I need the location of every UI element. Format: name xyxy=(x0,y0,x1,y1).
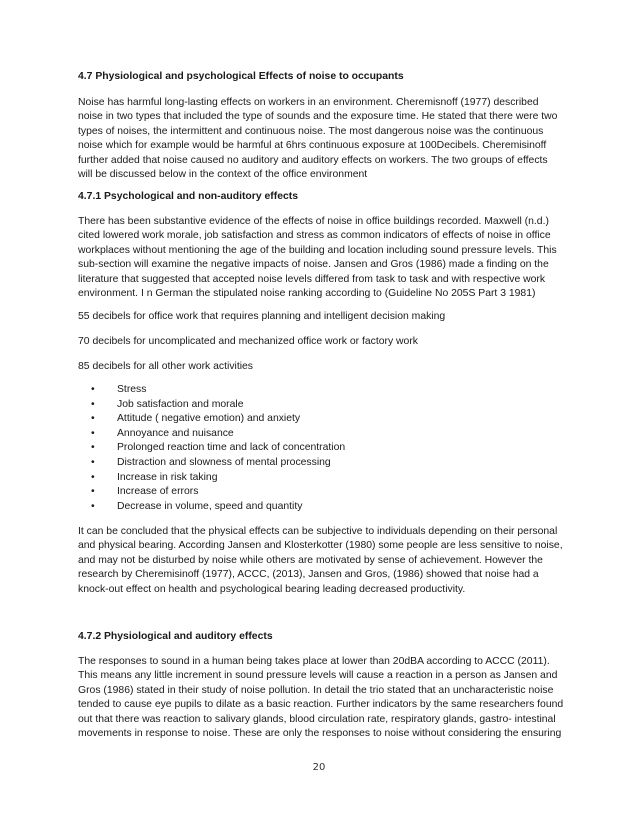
list-item-text: Annoyance and nuisance xyxy=(117,427,234,439)
noise-level-85: 85 decibels for all other work activities xyxy=(78,361,253,372)
bullet-icon: • xyxy=(91,427,95,439)
list-item-text: Increase in risk taking xyxy=(117,471,218,483)
bullet-icon: • xyxy=(91,486,95,498)
page-number: 20 xyxy=(312,762,326,773)
list-item xyxy=(78,412,345,427)
section-4-7-1-paragraph: There has been substantive evidence of the effects of noise in office buildings recorded. Maxwell (n.d.) cited lowered work morale, job satisfaction and stress as common indicators of effects of noise in office workplaces without mentioning the age of the building and location including sound pressure levels. This sub-section will examine the negative impacts of noise. Jansen and Gros (1986) made a finding on the literature that suggested that accepted noise levels differed from task to task and with respective work environment. I n German the stipulated noise ranking according to (Guideline No 205S Part 3 1981) xyxy=(78,216,557,300)
list-item xyxy=(78,427,345,442)
section-4-7-2-paragraph: The responses to sound in a human being takes place at lower than 20dBA according to ACCC (2011). This means any little increment in sound pressure levels will cause a reaction in a person as Jansen and Gros (1986) stated in their study of noise pollution. In detail the trio stated that an uncharacteristic noise tended to cause eye pupils to dilate as a basic reaction. Further indicators by the same researchers found out that there was reaction to salivary glands, blood circulation rate, respiratory glands, gastro- intestinal movements in response to noise. These are only the responses to noise without considering the ensuring xyxy=(78,656,564,740)
bullet-icon: • xyxy=(91,500,95,512)
list-item-text: Prolonged reaction time and lack of concentration xyxy=(117,442,346,454)
noise-level-70: 70 decibels for uncomplicated and mechanized office work or factory work xyxy=(78,336,418,347)
list-item-text: Job satisfaction and morale xyxy=(117,398,244,410)
list-item-text: Increase of errors xyxy=(117,486,199,498)
list-item-text: Stress xyxy=(117,384,147,395)
list-item xyxy=(78,500,345,515)
bullet-icon: • xyxy=(91,384,95,395)
effects-bullet-list xyxy=(78,383,345,514)
list-item xyxy=(78,398,345,413)
section-heading-4-7: 4.7 Physiological and psychological Effects of noise to occupants xyxy=(78,71,404,82)
bullet-icon: • xyxy=(91,398,95,410)
section-heading-4-7-2: 4.7.2 Physiological and auditory effects xyxy=(78,631,273,642)
list-item-text: Attitude ( negative emotion) and anxiety xyxy=(117,413,301,425)
list-item xyxy=(78,383,345,398)
list-item xyxy=(78,485,345,500)
list-item-text: Decrease in volume, speed and quantity xyxy=(117,500,303,512)
list-item xyxy=(78,441,345,456)
list-item xyxy=(78,456,345,471)
section-4-7-1-conclusion: It can be concluded that the physical effects can be subjective to individuals depending on their personal and physical bearing. According Jansen and Klosterkotter (1980) some people are less sensitive to noise, and may not be disturbed by noise while others are motivated by sense of achievement. However the research by Cheremisinoff (1977), ACCC, (2013), Jansen and Gros, (1986) showed that noise had a knock-out effect on health and psychological bearing leading decreased productivity. xyxy=(78,526,563,595)
bullet-icon: • xyxy=(91,471,95,483)
noise-level-55: 55 decibels for office work that requires planning and intelligent decision making xyxy=(78,311,446,322)
list-item xyxy=(78,471,345,486)
section-4-7-paragraph: Noise has harmful long-lasting effects on workers in an environment. Cheremisnoff (1977) described noise in two types that included the type of sounds and the exposure time. He stated that there were two types of noises, the intermittent and continuous noise. The most dangerous noise was the continuous noise which for example would be harmful at 6hrs continuous exposure at 100Decibels. Cheremisinoff further added that noise caused no auditory and auditory effects on workers. The two groups of effects will be discussed below in the context of the office environment xyxy=(78,97,558,181)
bullet-icon: • xyxy=(91,456,95,468)
bullet-icon: • xyxy=(91,413,95,425)
section-heading-4-7-1: 4.7.1 Psychological and non-auditory effects xyxy=(78,191,298,202)
bullet-icon: • xyxy=(91,442,95,454)
list-item-text: Distraction and slowness of mental processing xyxy=(117,456,331,468)
